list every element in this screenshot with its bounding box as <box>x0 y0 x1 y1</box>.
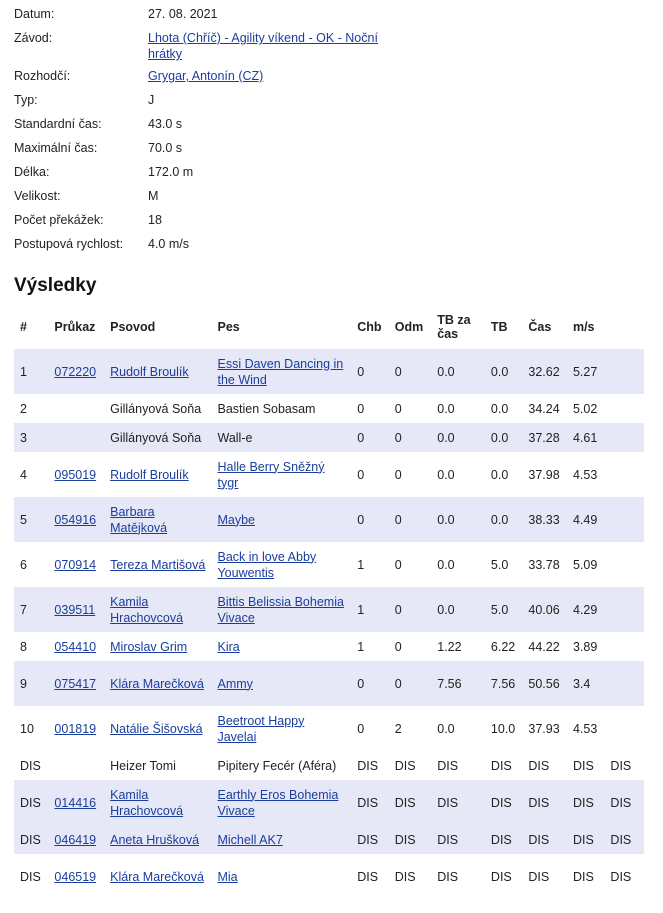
type-value: J <box>148 93 155 107</box>
std-time-label: Standardní čas: <box>14 117 102 131</box>
tb-cell: 0.0 <box>490 467 509 482</box>
dog-cell <box>211 349 351 394</box>
info-row-obstacles <box>14 212 388 236</box>
tb-cell: 10.0 <box>490 721 516 736</box>
col-tb: TB <box>490 320 508 334</box>
time-cell: 32.62 <box>522 349 567 394</box>
refusals-cell: 0 <box>389 349 432 394</box>
refusals-cell: 0 <box>394 467 402 482</box>
handler-link[interactable]: Rudolf Broulík <box>110 364 189 379</box>
license-cell <box>48 587 104 632</box>
handler-cell <box>104 349 211 394</box>
time-cell: DIS <box>528 758 550 773</box>
extra-cell: DIS <box>604 825 644 854</box>
place-cell: 1 <box>14 349 48 394</box>
time-cell: 40.06 <box>522 587 567 632</box>
handler-cell: Gillányová Soňa <box>104 423 211 452</box>
time-cell: 37.93 <box>528 721 560 736</box>
info-row-race <box>14 30 388 68</box>
tb-cell: 6.22 <box>490 639 516 654</box>
col-time: Čas <box>528 320 552 334</box>
info-row-size <box>14 188 388 212</box>
handler-cell <box>104 497 211 542</box>
dog-cell <box>211 661 351 706</box>
tb-time-cell: DIS <box>437 869 459 884</box>
tb-time-cell: 0.0 <box>431 423 485 452</box>
handler-cell <box>104 780 211 825</box>
time-cell: DIS <box>522 780 567 825</box>
tb-cell: DIS <box>485 825 522 854</box>
type-label: Typ: <box>14 93 38 107</box>
tb-time-cell: 7.56 <box>431 661 485 706</box>
extra-cell: DIS <box>604 780 644 825</box>
place-cell: 5 <box>14 497 48 542</box>
speed-cell: 4.49 <box>567 497 604 542</box>
handler-cell: Heizer Tomi <box>110 758 176 773</box>
place-cell: 2 <box>20 401 27 416</box>
info-row-type <box>14 92 388 116</box>
tb-time-cell: 1.22 <box>437 639 462 654</box>
dog-cell <box>211 706 351 751</box>
max-time-value: 70.0 s <box>148 141 183 155</box>
handler-cell <box>104 632 211 661</box>
refusals-cell: DIS <box>394 758 416 773</box>
results-table <box>14 305 644 899</box>
dog-link[interactable]: Bittis Belissia Bohemia Vivace <box>217 594 344 625</box>
std-time-value: 43.0 s <box>148 117 183 131</box>
faults-cell: DIS <box>351 825 388 854</box>
refusals-cell: 0 <box>394 639 402 654</box>
faults-cell: 1 <box>351 587 388 632</box>
tb-time-cell: 0.0 <box>437 557 455 572</box>
dog-link[interactable]: Kira <box>217 639 240 654</box>
faults-cell: 0 <box>357 401 365 416</box>
date-value: 27. 08. 2021 <box>148 7 218 21</box>
refusals-cell: 2 <box>394 721 402 736</box>
license-cell <box>48 661 104 706</box>
handler-cell: Gillányová Soňa <box>110 401 202 416</box>
license-cell <box>48 706 104 751</box>
faults-cell: 0 <box>351 497 388 542</box>
dog-link[interactable]: Halle Berry Sněžný tygr <box>217 459 325 490</box>
license-link[interactable]: 054916 <box>54 512 97 527</box>
refusals-cell: 0 <box>389 661 432 706</box>
extra-cell <box>604 423 644 452</box>
date-label: Datum: <box>14 7 55 21</box>
handler-cell <box>104 661 211 706</box>
refusals-cell: 0 <box>389 587 432 632</box>
tb-time-cell: 0.0 <box>437 467 455 482</box>
col-extra <box>604 305 644 349</box>
extra-cell <box>604 452 644 497</box>
results-body <box>14 349 644 899</box>
dog-link[interactable]: Essi Daven Dancing in the Wind <box>217 356 344 387</box>
extra-cell <box>604 497 644 542</box>
speed-cell: 3.89 <box>572 639 598 654</box>
table-row <box>14 452 644 497</box>
dog-link[interactable]: Back in love Abby Youwentis <box>217 549 317 580</box>
handler-link[interactable]: Barbara Matějková <box>110 504 168 535</box>
license-cell <box>48 825 104 854</box>
info-row-length <box>14 164 388 188</box>
run-info-table <box>14 6 388 260</box>
license-link[interactable]: 070914 <box>54 557 97 572</box>
tb-cell: 5.0 <box>490 557 509 572</box>
tb-time-cell: DIS <box>431 825 485 854</box>
place-cell: 4 <box>20 467 27 482</box>
table-row <box>14 587 644 632</box>
place-cell: DIS <box>20 869 41 884</box>
time-cell: 33.78 <box>528 557 560 572</box>
size-label: Velikost: <box>14 189 61 203</box>
tb-cell: 0.0 <box>485 349 522 394</box>
dog-cell: Wall-e <box>211 423 351 452</box>
handler-cell <box>104 825 211 854</box>
table-row <box>14 825 644 854</box>
tb-cell: 0.0 <box>485 423 522 452</box>
col-handler: Psovod <box>110 320 156 334</box>
dog-link[interactable]: Maybe <box>217 512 256 527</box>
speed-cell: DIS <box>567 825 604 854</box>
license-link[interactable]: 046519 <box>54 869 97 884</box>
license-cell <box>48 632 104 661</box>
license-link[interactable]: 039511 <box>54 602 96 617</box>
faults-cell: 0 <box>351 423 388 452</box>
speed-cell: DIS <box>572 758 594 773</box>
refusals-cell: 0 <box>389 497 432 542</box>
tb-time-cell: 0.0 <box>431 349 485 394</box>
dog-cell <box>211 780 351 825</box>
tb-cell: DIS <box>490 869 512 884</box>
speed-cell: 5.02 <box>572 401 598 416</box>
table-row <box>14 423 644 452</box>
col-license: Průkaz <box>54 320 96 334</box>
place-cell: DIS <box>14 780 48 825</box>
extra-cell <box>604 394 644 423</box>
info-row-std-time <box>14 116 388 140</box>
license-cell <box>48 423 104 452</box>
col-refusals: Odm <box>394 320 424 334</box>
tb-cell: 5.0 <box>485 587 522 632</box>
info-row-max-time <box>14 140 388 164</box>
place-cell: 3 <box>14 423 48 452</box>
faults-cell: DIS <box>357 869 379 884</box>
table-row <box>14 349 644 394</box>
obstacles-label: Počet překážek: <box>14 213 104 227</box>
refusals-cell: 0 <box>394 557 402 572</box>
license-link[interactable]: 075417 <box>54 676 97 691</box>
speed-cell: 4.61 <box>567 423 604 452</box>
dog-link[interactable]: Mia <box>217 869 238 884</box>
place-cell: 7 <box>14 587 48 632</box>
license-cell <box>48 780 104 825</box>
faults-cell: 1 <box>357 639 365 654</box>
tb-cell: 7.56 <box>485 661 522 706</box>
license-link[interactable]: 054410 <box>54 639 97 654</box>
tb-time-cell: DIS <box>431 780 485 825</box>
license-cell <box>48 452 104 497</box>
extra-cell: DIS <box>610 758 632 773</box>
race-label: Závod: <box>14 31 53 45</box>
extra-cell <box>604 542 644 587</box>
dog-cell <box>211 452 351 497</box>
tb-cell: DIS <box>490 758 512 773</box>
table-row <box>14 706 644 751</box>
time-cell: DIS <box>522 825 567 854</box>
handler-link[interactable]: Kamila Hrachovcová <box>110 787 184 818</box>
handler-cell <box>104 854 211 899</box>
speed-cell: DIS <box>572 869 594 884</box>
tb-time-cell: 0.0 <box>437 721 455 736</box>
faults-cell: DIS <box>351 780 388 825</box>
dog-cell <box>211 497 351 542</box>
faults-cell: 0 <box>351 349 388 394</box>
tb-time-cell: 0.0 <box>431 587 485 632</box>
time-cell: 44.22 <box>528 639 560 654</box>
length-value: 172.0 m <box>148 165 194 179</box>
dog-cell: Pipitery Fecér (Aféra) <box>217 758 337 773</box>
faults-cell: 0 <box>351 661 388 706</box>
table-row <box>14 497 644 542</box>
handler-cell <box>104 452 211 497</box>
handler-link[interactable]: Tereza Martišová <box>110 557 206 572</box>
license-link[interactable]: 001819 <box>54 721 97 736</box>
dog-cell <box>211 542 351 587</box>
length-label: Délka: <box>14 165 50 179</box>
handler-cell <box>104 706 211 751</box>
col-place: # <box>20 320 27 334</box>
license-link[interactable]: 046419 <box>54 832 97 847</box>
place-cell: 10 <box>20 721 34 736</box>
license-cell <box>48 854 104 899</box>
col-tb-time: TB za čas <box>437 313 471 341</box>
table-row <box>14 394 644 423</box>
handler-link[interactable]: Natálie Šišovská <box>110 721 203 736</box>
dog-link[interactable]: Michell AK7 <box>217 832 283 847</box>
info-row-judge <box>14 68 388 92</box>
handler-link[interactable]: Klára Marečková <box>110 869 204 884</box>
tb-cell: 0.0 <box>485 497 522 542</box>
speed-cell: 4.53 <box>572 721 598 736</box>
faults-cell: 0 <box>357 467 365 482</box>
license-link[interactable]: 014416 <box>54 795 97 810</box>
license-cell <box>48 497 104 542</box>
table-row <box>14 780 644 825</box>
refusals-cell: DIS <box>394 869 416 884</box>
tb-time-cell: 0.0 <box>431 497 485 542</box>
extra-cell <box>604 587 644 632</box>
race-link[interactable]: Lhota (Chříč) - Agility víkend - OK - Noční hrátky <box>148 31 378 61</box>
speed-cell: 3.4 <box>567 661 604 706</box>
speed-cell: 5.27 <box>567 349 604 394</box>
dog-link[interactable]: Ammy <box>217 676 253 691</box>
table-row <box>14 542 644 587</box>
handler-link[interactable]: Kamila Hrachovcová <box>110 594 184 625</box>
faults-cell: 1 <box>357 557 365 572</box>
license-cell <box>48 394 104 423</box>
results-header-row <box>14 305 644 349</box>
license-link[interactable]: 072220 <box>54 364 97 379</box>
dog-cell <box>211 825 351 854</box>
license-cell <box>48 751 104 780</box>
table-row <box>14 632 644 661</box>
place-cell: DIS <box>14 825 48 854</box>
time-cell: 37.28 <box>522 423 567 452</box>
col-faults: Chb <box>357 320 382 334</box>
max-time-label: Maximální čas: <box>14 141 98 155</box>
faults-cell: DIS <box>357 758 379 773</box>
time-cell: 34.24 <box>528 401 560 416</box>
extra-cell <box>604 349 644 394</box>
results-heading: Výsledky <box>14 275 97 296</box>
judge-label: Rozhodčí: <box>14 69 71 83</box>
place-cell: DIS <box>20 758 41 773</box>
time-cell: DIS <box>528 869 550 884</box>
dog-cell: Bastien Sobasam <box>217 401 316 416</box>
refusals-cell: DIS <box>389 825 432 854</box>
extra-cell <box>604 706 644 751</box>
dog-cell <box>211 587 351 632</box>
extra-cell <box>604 661 644 706</box>
time-cell: 38.33 <box>522 497 567 542</box>
refusals-cell: 0 <box>394 401 402 416</box>
handler-link[interactable]: Klára Marečková <box>110 676 204 691</box>
tb-time-cell: DIS <box>437 758 459 773</box>
place-cell: 6 <box>20 557 27 572</box>
handler-link[interactable]: Aneta Hrušková <box>110 832 200 847</box>
speed-cell: 4.53 <box>572 467 598 482</box>
license-cell <box>48 349 104 394</box>
time-cell: 37.98 <box>528 467 560 482</box>
speed-label: Postupová rychlost: <box>14 237 124 251</box>
tb-cell: DIS <box>485 780 522 825</box>
dog-link[interactable]: Beetroot Happy Javelai <box>217 713 305 744</box>
obstacles-value: 18 <box>148 213 162 227</box>
col-dog: Pes <box>217 320 240 334</box>
handler-link[interactable]: Rudolf Broulík <box>110 467 189 482</box>
speed-cell: 5.09 <box>572 557 598 572</box>
judge-link[interactable]: Grygar, Antonín (CZ) <box>148 69 264 83</box>
size-value: M <box>148 189 159 203</box>
table-row <box>14 751 644 780</box>
tb-time-cell: 0.0 <box>437 401 455 416</box>
license-cell <box>48 542 104 587</box>
place-cell: 9 <box>14 661 48 706</box>
handler-link[interactable]: Miroslav Grim <box>110 639 188 654</box>
speed-value: 4.0 m/s <box>148 237 189 251</box>
dog-link[interactable]: Earthly Eros Bohemia Vivace <box>217 787 339 818</box>
extra-cell: DIS <box>610 869 632 884</box>
time-cell: 50.56 <box>522 661 567 706</box>
refusals-cell: 0 <box>389 423 432 452</box>
info-row-date <box>14 6 388 30</box>
place-cell: 8 <box>20 639 27 654</box>
dog-cell <box>211 854 351 899</box>
table-row <box>14 661 644 706</box>
extra-cell <box>604 632 644 661</box>
license-link[interactable]: 095019 <box>54 467 97 482</box>
refusals-cell: DIS <box>389 780 432 825</box>
tb-cell: 0.0 <box>490 401 509 416</box>
speed-cell: 4.29 <box>567 587 604 632</box>
col-speed: m/s <box>572 320 595 334</box>
table-row <box>14 854 644 899</box>
handler-cell <box>104 542 211 587</box>
dog-cell <box>211 632 351 661</box>
handler-cell <box>104 587 211 632</box>
faults-cell: 0 <box>357 721 365 736</box>
speed-cell: DIS <box>567 780 604 825</box>
info-row-speed <box>14 236 388 260</box>
